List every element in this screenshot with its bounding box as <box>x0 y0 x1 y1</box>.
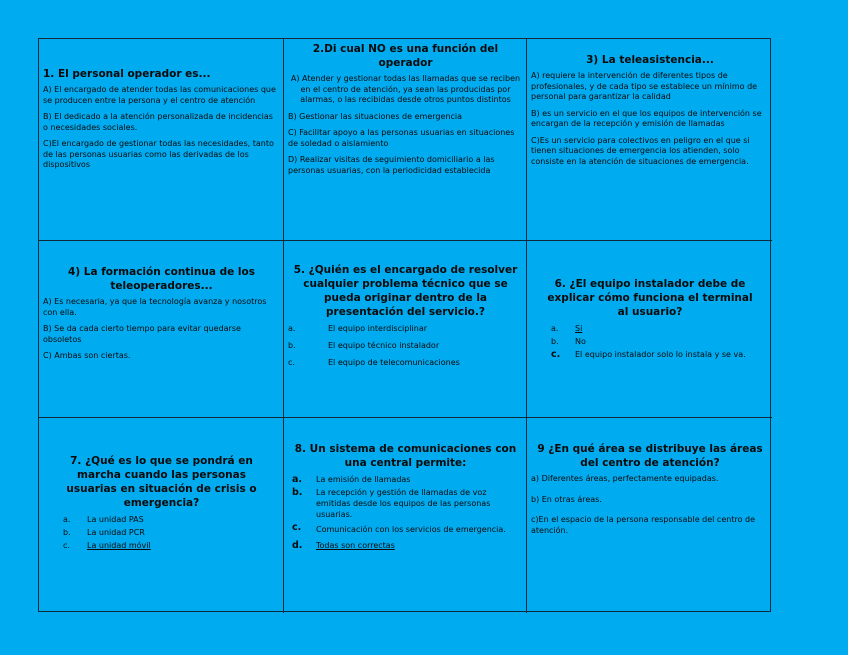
question-8-option-a <box>292 474 523 485</box>
question-1-option-b: B) El dedicado a la atención personalizada de incidencias o necesidades sociales. <box>43 112 273 132</box>
question-3-option-c: C)Es un servicio para colectivos en peligro en el que si tienen situaciones de emergencia los atienden, solo consiste en la atención de situaciones de emergencia. <box>531 135 750 166</box>
option-marker: c. <box>292 522 302 533</box>
option-marker: c. <box>551 349 561 360</box>
option-marker: b. <box>551 337 559 346</box>
question-3-option-b: B) es un servicio en el que los equipos de intervención se encargan de la recepción y emisión de llamadas <box>531 108 762 128</box>
question-7-options <box>43 514 280 551</box>
option-marker: b. <box>63 528 71 537</box>
question-7-option-a <box>63 514 280 525</box>
question-4-option-c: C) Ambas son ciertas. <box>43 351 131 360</box>
option-text: Todas son correctas <box>316 541 395 550</box>
cell-question-6 <box>527 241 772 418</box>
question-6-option-c <box>551 349 769 360</box>
question-8-option-b <box>292 487 523 520</box>
option-text: El equipo de telecomunicaciones <box>328 358 460 367</box>
question-9-option-c: c)En el espacio de la persona responsable del centro de atención. <box>531 515 756 535</box>
option-text: Comunicación con los servicios de emergencia. <box>316 525 506 534</box>
question-1-option-c: C)El encargado de gestionar todas las necesidades, tanto de las personas usuarias como las derivadas de los dispositivos <box>43 139 274 169</box>
option-text: El equipo técnico instalador <box>328 341 440 350</box>
question-8-option-c <box>292 522 523 538</box>
question-2-title: 2.Di cual NO es una función del operador <box>312 43 499 69</box>
cell-question-1 <box>39 39 284 241</box>
question-4-option-a: A) Es necesaria, ya que la tecnología avanza y nosotros con ella. <box>43 297 267 317</box>
question-3-option-a: A) requiere la intervención de diferentes tipos de profesionales, y de cada tipo se establece un mínimo de personal para garantizar la calidad <box>531 71 758 101</box>
question-9-title: 9 ¿En qué área se distribuye las áreas del centro de atención? <box>537 443 763 469</box>
option-marker: d. <box>292 540 303 551</box>
question-2-option-b: B) Gestionar las situaciones de emergencia <box>288 111 462 121</box>
question-6-option-b <box>551 336 769 347</box>
option-text: La unidad móvil <box>87 541 151 550</box>
question-2-option-d: D) Realizar visitas de seguimiento domiciliario a las personas usuarias, con la periodicidad establecida <box>288 155 495 175</box>
option-marker: a. <box>63 515 71 524</box>
question-7-title: 7. ¿Qué es lo que se pondrá en marcha cuando las personas usuarias en situación de crisis o emergencia? <box>66 455 257 509</box>
cell-question-5 <box>284 241 527 418</box>
question-8-option-d <box>292 540 523 551</box>
option-marker: a. <box>551 324 559 333</box>
cell-question-3 <box>527 39 772 241</box>
question-4-title: 4) La formación continua de los teleoperadores... <box>68 266 255 292</box>
question-1-option-a: A) El encargado de atender todas las comunicaciones que se producen entre la persona y el centro de atención <box>43 85 276 105</box>
question-7-option-b <box>63 527 280 538</box>
quiz-grid <box>38 38 771 612</box>
question-5-option-c <box>288 357 523 368</box>
cell-question-4 <box>39 241 284 418</box>
question-2-option-a: A) Atender y gestionar todas las llamadas que se reciben en el centro de atención, ya sean las producidas por alarmas, o las recibidas desde otros puntos distintos <box>290 74 521 104</box>
cell-question-7 <box>39 418 284 613</box>
question-2-option-c: C) Facilitar apoyo a las personas usuarias en situaciones de soledad o aislamiento <box>288 128 515 148</box>
question-3-title: 3) La teleasistencia... <box>586 54 714 66</box>
question-1-title: 1. El personal operador es... <box>43 68 211 80</box>
question-5-options <box>288 323 523 368</box>
option-marker: b. <box>292 487 303 498</box>
option-marker: a. <box>292 474 303 485</box>
option-text: La emisión de llamadas <box>316 475 411 484</box>
option-text: No <box>575 337 586 346</box>
option-marker: c. <box>63 541 70 550</box>
question-7-option-c <box>63 540 280 551</box>
option-marker: a. <box>288 324 296 333</box>
question-5-title: 5. ¿Quién es el encargado de resolver cualquier problema técnico que se pueda originar dentro de la presentación del servicio.? <box>293 264 518 318</box>
option-text: La unidad PCR <box>87 528 145 537</box>
question-6-title: 6. ¿El equipo instalador debe de explicar cómo funciona el terminal al usuario? <box>547 278 753 318</box>
option-text: El equipo interdisciplinar <box>328 324 428 333</box>
question-4-option-b: B) Se da cada cierto tiempo para evitar quedarse obsoletos <box>43 324 241 344</box>
cell-question-9 <box>527 418 772 613</box>
option-text: La unidad PAS <box>87 515 144 524</box>
cell-question-2 <box>284 39 527 241</box>
option-marker: c. <box>288 358 295 367</box>
question-6-options <box>531 323 769 360</box>
option-text: El equipo instalador solo lo instala y se va. <box>575 350 746 359</box>
question-5-option-a <box>288 323 523 334</box>
question-5-option-b <box>288 340 523 351</box>
question-9-option-b: b) En otras áreas. <box>531 494 602 504</box>
option-text: La recepción y gestión de llamadas de voz emitidas desde los equipos de las personas usuarias. <box>316 488 491 519</box>
cell-question-8 <box>284 418 527 613</box>
question-8-options <box>288 474 523 551</box>
question-6-option-a <box>551 323 769 334</box>
question-8-title: 8. Un sistema de comunicaciones con una central permite: <box>294 443 517 469</box>
option-text: Si <box>575 324 583 333</box>
question-9-option-a: a) Diferentes áreas, perfectamente equipadas. <box>531 474 719 483</box>
option-marker: b. <box>288 341 296 350</box>
